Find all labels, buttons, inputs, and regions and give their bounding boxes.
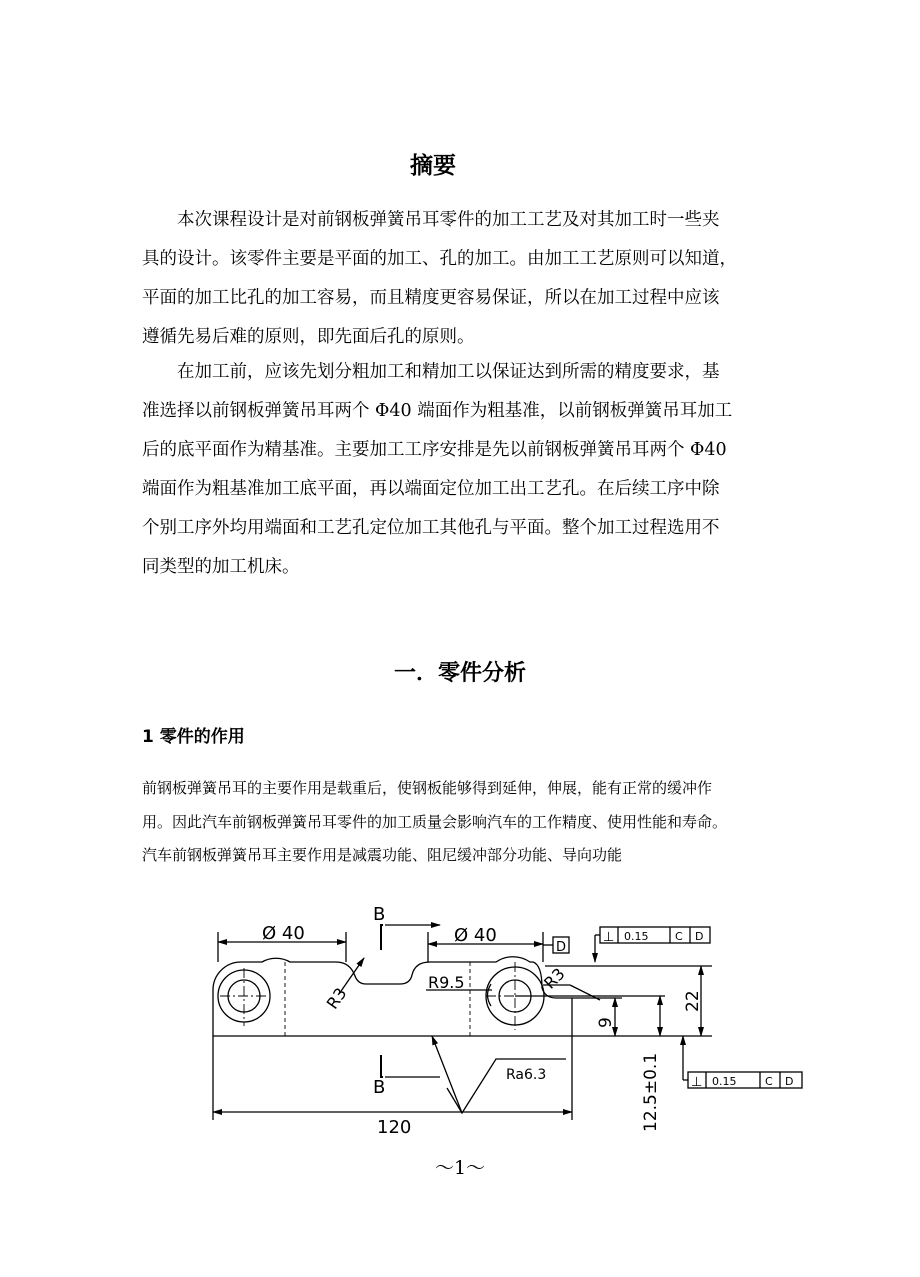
text-line: 端面作为粗基准加工底平面，再以端面定位加工出工艺孔。在后续工序中除 [142, 479, 720, 499]
gdt-tolerance: 0.15 [624, 930, 649, 943]
text-line: 平面的加工比孔的加工容易，而且精度更容易保证，所以在加工过程中应该 [142, 288, 720, 308]
text-line: 遵循先易后难的原则，即先面后孔的原则。 [142, 327, 475, 347]
gdt-symbol: ⊥ [691, 1075, 703, 1090]
gdt-symbol: ⊥ [603, 930, 615, 945]
text-line: 后的底平面作为精基准。主要加工工序安排是先以前钢板弹簧吊耳两个 Φ40 [142, 440, 727, 460]
dim-dia-left: Ø 40 [262, 923, 305, 944]
text-line: 个别工序外均用端面和工艺孔定位加工其他孔与平面。整个加工过程选用不 [142, 518, 720, 538]
dim-12-5: 12.5±0.1 [641, 1052, 661, 1132]
dim-dia-right: Ø 40 [454, 925, 497, 946]
text-line: 汽车前钢板弹簧吊耳主要作用是减震功能、阻尼缓冲部分功能、导向功能 [142, 846, 623, 864]
subsection-heading: 1 零件的作用 [142, 727, 245, 747]
radius-r3-left: R3 [322, 984, 351, 1013]
gdt-datum-d: D [785, 1075, 794, 1088]
roughness-label: Ra6.3 [506, 1067, 547, 1083]
gdt-tolerance: 0.15 [712, 1075, 737, 1088]
text-line: 具的设计。该零件主要是平面的加工、孔的加工。由加工工艺原则可以知道， [142, 249, 737, 269]
abstract-title: 摘要 [410, 153, 456, 179]
radius-r3-right: R3 [540, 964, 569, 993]
text-line: 同类型的加工机床。 [142, 557, 300, 577]
dim-22: 22 [683, 990, 703, 1012]
text-line: 准选择以前钢板弹簧吊耳两个 Φ40 端面作为粗基准，以前钢板弹簧吊耳加工 [142, 401, 733, 421]
text-line: 在加工前，应该先划分粗加工和精加工以保证达到所需的精度要求，基 [177, 362, 720, 382]
section-mark-bottom: B [373, 1077, 386, 1098]
section-mark-top: B [373, 904, 386, 925]
datum-label: D [556, 940, 567, 955]
section-heading: 一．零件分析 [393, 661, 526, 686]
page-number: ～1～ [434, 1157, 486, 1179]
dim-9: 9 [596, 1017, 616, 1028]
radius-r95: R9.5 [428, 973, 465, 992]
dim-120: 120 [377, 1117, 412, 1138]
gdt-datum-c: C [675, 930, 683, 943]
text-line: 用。因此汽车前钢板弹簧吊耳零件的加工质量会影响汽车的工作精度、使用性能和寿命。 [142, 812, 728, 831]
gdt-datum-d: D [695, 930, 704, 943]
text-line: 本次课程设计是对前钢板弹簧吊耳零件的加工工艺及对其加工时一些夹 [177, 210, 720, 230]
gdt-datum-c: C [765, 1075, 773, 1088]
text-line: 前钢板弹簧吊耳的主要作用是载重后，使钢板能够得到延伸，伸展，能有正常的缓冲作 [142, 779, 713, 797]
